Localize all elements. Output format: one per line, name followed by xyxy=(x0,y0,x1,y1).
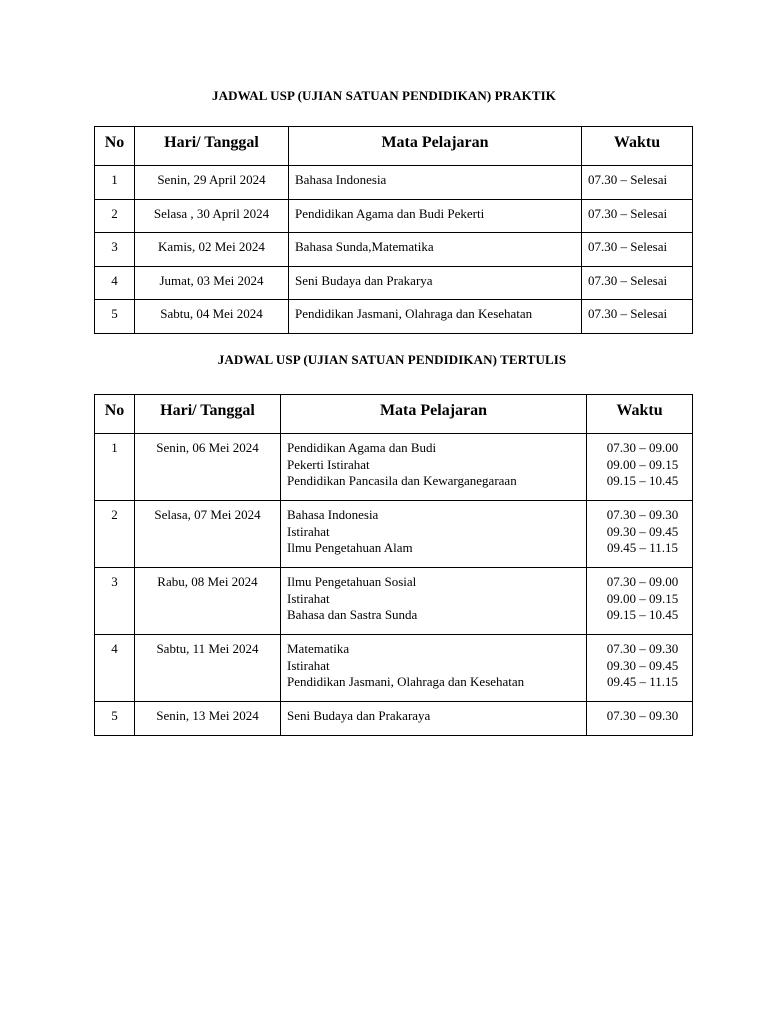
row-times xyxy=(587,501,693,568)
subject-line: Istirahat xyxy=(287,657,330,673)
row-time: 07.30 – Selesai xyxy=(582,266,693,300)
row-date: Senin, 29 April 2024 xyxy=(135,166,289,200)
time-line: 09.45 – 11.15 xyxy=(606,540,679,555)
table-row xyxy=(95,568,693,635)
subject-line: Pendidikan Jasmani, Olahraga dan Kesehatan xyxy=(287,674,525,689)
row-subject: Pendidikan Jasmani, Olahraga dan Kesehatan xyxy=(289,300,582,334)
subject-line: Pendidikan Pancasila dan Kewarganegaraan xyxy=(287,473,517,488)
row-subjects xyxy=(281,635,587,702)
row-date: Sabtu, 11 Mei 2024 xyxy=(135,635,281,702)
row-times xyxy=(587,434,693,501)
row-date: Rabu, 08 Mei 2024 xyxy=(135,568,281,635)
header-no: No xyxy=(95,395,135,434)
row-number: 4 xyxy=(95,635,135,702)
header-time: Waktu xyxy=(587,395,693,434)
time-line: 09.00 – 09.15 xyxy=(606,456,679,472)
row-subjects xyxy=(281,501,587,568)
row-subject: Seni Budaya dan Prakarya xyxy=(289,266,582,300)
row-date: Selasa , 30 April 2024 xyxy=(135,199,289,233)
time-line: 09.15 – 10.45 xyxy=(606,473,679,488)
row-date: Senin, 13 Mei 2024 xyxy=(135,702,281,736)
row-number: 2 xyxy=(95,199,135,233)
subject-line: Bahasa dan Sastra Sunda xyxy=(287,607,418,622)
row-time: 07.30 – Selesai xyxy=(582,199,693,233)
row-date: Kamis, 02 Mei 2024 xyxy=(135,233,289,267)
time-line: 07.30 – 09.00 xyxy=(606,574,679,589)
time-line: 09.45 – 11.15 xyxy=(606,674,679,689)
table-row xyxy=(95,434,693,501)
subject-line: Ilmu Pengetahuan Sosial xyxy=(287,574,417,589)
row-number: 2 xyxy=(95,501,135,568)
table-header-row xyxy=(95,127,693,166)
table-header-row xyxy=(95,395,693,434)
subject-line: Istirahat xyxy=(287,590,330,606)
row-date: Jumat, 03 Mei 2024 xyxy=(135,266,289,300)
row-time: 07.30 – Selesai xyxy=(582,300,693,334)
row-number: 5 xyxy=(95,702,135,736)
table-row xyxy=(95,166,693,200)
row-number: 1 xyxy=(95,434,135,501)
row-subjects xyxy=(281,568,587,635)
subject-line: Istirahat xyxy=(287,523,330,539)
row-number: 1 xyxy=(95,166,135,200)
time-line: 09.30 – 09.45 xyxy=(606,657,679,673)
row-date: Senin, 06 Mei 2024 xyxy=(135,434,281,501)
time-line: 09.30 – 09.45 xyxy=(606,523,679,539)
row-subject: Bahasa Sunda,Matematika xyxy=(289,233,582,267)
table-row xyxy=(95,233,693,267)
subject-line: Matematika xyxy=(287,641,350,656)
table-row xyxy=(95,300,693,334)
time-line: 09.00 – 09.15 xyxy=(606,590,679,606)
table-row xyxy=(95,501,693,568)
subject-line: Pendidikan Agama dan Budi xyxy=(287,440,437,455)
row-subjects xyxy=(281,702,587,736)
subject-line: Bahasa Indonesia xyxy=(287,507,379,522)
time-line: 07.30 – 09.30 xyxy=(606,708,679,723)
table-row xyxy=(95,702,693,736)
row-subject: Pendidikan Agama dan Budi Pekerti xyxy=(289,199,582,233)
row-number: 3 xyxy=(95,568,135,635)
praktik-schedule-title: JADWAL USP (UJIAN SATUAN PENDIDIKAN) PRAKTIK xyxy=(212,88,556,103)
time-line: 07.30 – 09.00 xyxy=(606,440,679,455)
header-no: No xyxy=(95,127,135,166)
subject-line: Seni Budaya dan Prakaraya xyxy=(287,708,431,723)
header-subject: Mata Pelajaran xyxy=(289,127,582,166)
header-subject: Mata Pelajaran xyxy=(281,395,587,434)
row-time: 07.30 – Selesai xyxy=(582,233,693,267)
header-time: Waktu xyxy=(582,127,693,166)
row-date: Sabtu, 04 Mei 2024 xyxy=(135,300,289,334)
time-line: 07.30 – 09.30 xyxy=(606,507,679,522)
row-times xyxy=(587,635,693,702)
time-line: 07.30 – 09.30 xyxy=(606,641,679,656)
row-number: 4 xyxy=(95,266,135,300)
table-row xyxy=(95,266,693,300)
row-date: Selasa, 07 Mei 2024 xyxy=(135,501,281,568)
tertulis-schedule-table xyxy=(94,394,693,736)
tertulis-schedule-title: JADWAL USP (UJIAN SATUAN PENDIDIKAN) TERTULIS xyxy=(217,352,567,367)
header-date: Hari/ Tanggal xyxy=(135,127,289,166)
table-row xyxy=(95,635,693,702)
subject-line: Pekerti Istirahat xyxy=(287,456,370,472)
praktik-schedule-table xyxy=(94,126,693,334)
time-line: 09.15 – 10.45 xyxy=(606,607,679,622)
row-times xyxy=(587,702,693,736)
row-number: 3 xyxy=(95,233,135,267)
row-subject: Bahasa Indonesia xyxy=(289,166,582,200)
header-date: Hari/ Tanggal xyxy=(135,395,281,434)
row-subjects xyxy=(281,434,587,501)
row-time: 07.30 – Selesai xyxy=(582,166,693,200)
row-times xyxy=(587,568,693,635)
subject-line: Ilmu Pengetahuan Alam xyxy=(287,540,413,555)
table-row xyxy=(95,199,693,233)
row-number: 5 xyxy=(95,300,135,334)
